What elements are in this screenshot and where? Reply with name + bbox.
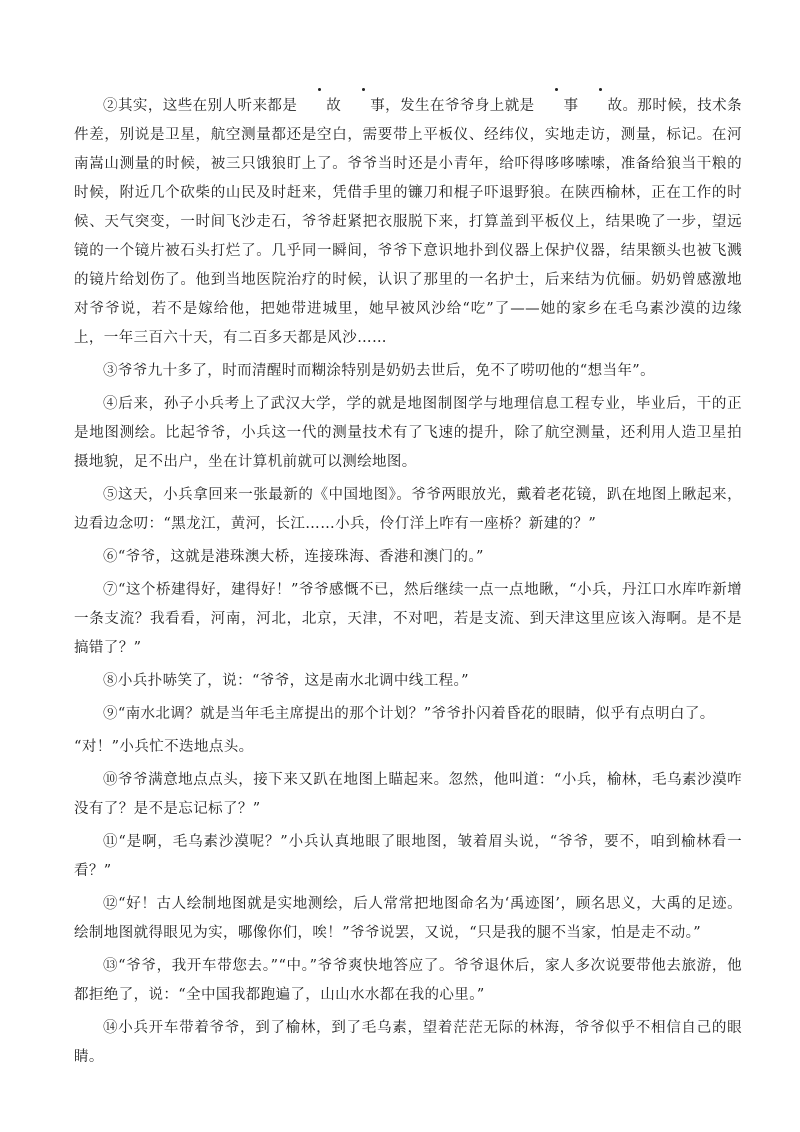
paragraph-text: “对！”小兵忙不迭地点头。	[74, 739, 254, 755]
emphasis-char: 故	[579, 92, 623, 121]
paragraph-text: ③爷爷九十多了，时而清醒时而糊涂特别是奶奶去世后，免不了唠叨他的“想当年”。	[103, 363, 656, 379]
paragraph-text: ⑥“爷爷，这就是港珠澳大桥，连接珠海、香港和澳门的。”	[103, 549, 484, 565]
emphasis-char: 事	[535, 92, 579, 121]
paragraph-4	[74, 390, 742, 477]
paragraph-text: ⑩爷爷满意地点点头，接下来又趴在地图上瞄起来。忽然，他叫道：“小兵，榆林，毛乌素沙漠咋没有了？是不是忘记标了？”	[74, 772, 742, 817]
paragraph-text: ⑭小兵开车带着爷爷，到了榆林，到了毛乌素，望着茫茫无际的林海，爷爷似乎不相信自己的眼睛。	[74, 1020, 742, 1065]
paragraph-text: ⑨“南水北调？就是当年毛主席提出的那个计划？”爷爷扑闪着昏花的眼睛，似乎有点明白了。	[103, 706, 715, 722]
article-body	[74, 92, 742, 1076]
paragraph-2	[74, 92, 742, 353]
paragraph-text: ④后来，孙子小兵考上了武汉大学，学的就是地图制图学与地理信息工程专业，毕业后，干的正是地图测绘。比起爷爷，小兵这一代的测量技术有了飞速的提升，除了航空测量，还利用人造卫星拍摄地貌，足不出户，坐在计算机前就可以测绘地图。	[74, 396, 742, 470]
paragraph-9	[74, 700, 742, 729]
paragraph-11	[74, 828, 742, 886]
emphasized-word	[535, 98, 623, 114]
paragraph-3	[74, 357, 742, 386]
paragraph-5	[74, 481, 742, 539]
emphasis-char: 故	[297, 92, 341, 121]
emphasized-word	[297, 98, 385, 114]
paragraph-text: ②其实，这些在别人听来都是	[103, 98, 298, 114]
paragraph-text: ⑧小兵扑哧笑了，说：“爷爷，这是南水北调中线工程。”	[103, 673, 469, 689]
emphasis-char: 事	[341, 92, 385, 121]
paragraph-6	[74, 543, 742, 572]
paragraph-14	[74, 1014, 742, 1072]
paragraph-8	[74, 667, 742, 696]
paragraph-text: ⑤这天，小兵拿回来一张最新的《中国地图》。爷爷两眼放光，戴着老花镜，趴在地图上瞅起来，边看边念叨：“黑龙江，黄河，长江……小兵，伶仃洋上咋有一座桥？新建的？”	[74, 487, 742, 532]
paragraph-12	[74, 890, 742, 948]
paragraph-text: ⑬“爷爷，我开车带您去。”“中。”爷爷爽快地答应了。爷爷退休后，家人多次说要带他去旅游，他都拒绝了，说：“全中国我都跑遍了，山山水水都在我的心里。”	[74, 958, 742, 1003]
paragraph-7	[74, 576, 742, 663]
paragraph-13	[74, 952, 742, 1010]
paragraph-10	[74, 766, 742, 824]
paragraph-text: ⑦“这个桥建得好，建得好！”爷爷感慨不已，然后继续一点一点地瞅，“小兵，丹江口水库咋新增一条支流？我看看，河南，河北，北京，天津，不对吧，若是支流、到天津这里应该入海啊。是不是搞错了？”	[74, 582, 742, 656]
paragraph-text: ⑪“是啊，毛乌素沙漠呢？”小兵认真地眼了眼地图，皱着眉头说，“爷爷，要不，咱到榆林看一看？”	[74, 834, 742, 879]
paragraph-text: ⑫“好！古人绘制地图就是实地测绘，后人常常把地图命名为‘禹迹图’，顾名思义，大禹的足迹。绘制地图就得眼见为实，哪像你们，唉！”爷爷说罢，又说，“只是我的腿不当家，怕是走不动。”	[74, 896, 742, 941]
paragraph-reply	[74, 733, 742, 762]
paragraph-text: 。那时候，技术条件差，别说是卫星，航空测量都还是空白，需要带上平板仪、经纬仪，实地走访，测量，标记。在河南嵩山测量的时候，被三只饿狼盯上了。爷爷当时还是小青年，给吓得哆哆嗦嗦，准备给狼当干粮的时候，附近几个砍柴的山民及时赶来，凭借手里的镰刀和棍子吓退野狼。在陕西榆林，正在工作的时候、天气突变，一时间飞沙走石，爷爷赶紧把衣服脱下来，打算盖到平板仪上，结果晚了一步，望远镜的一个镜片被石头打烂了。几乎同一瞬间，爷爷下意识地扑到仪器上保护仪器，结果额头也被飞溅的镜片给划伤了。他到当地医院治疗的时候，认识了那里的一名护士，后来结为伉俪。奶奶曾感激地对爷爷说，若不是嫁给他，把她带进城里，她早被风沙给“吃”了——她的家乡在毛乌素沙漠的边缘上，一年三百六十天，有二百多天都是风沙……	[74, 98, 743, 346]
paragraph-text: ，发生在爷爷身上就是	[385, 98, 535, 114]
